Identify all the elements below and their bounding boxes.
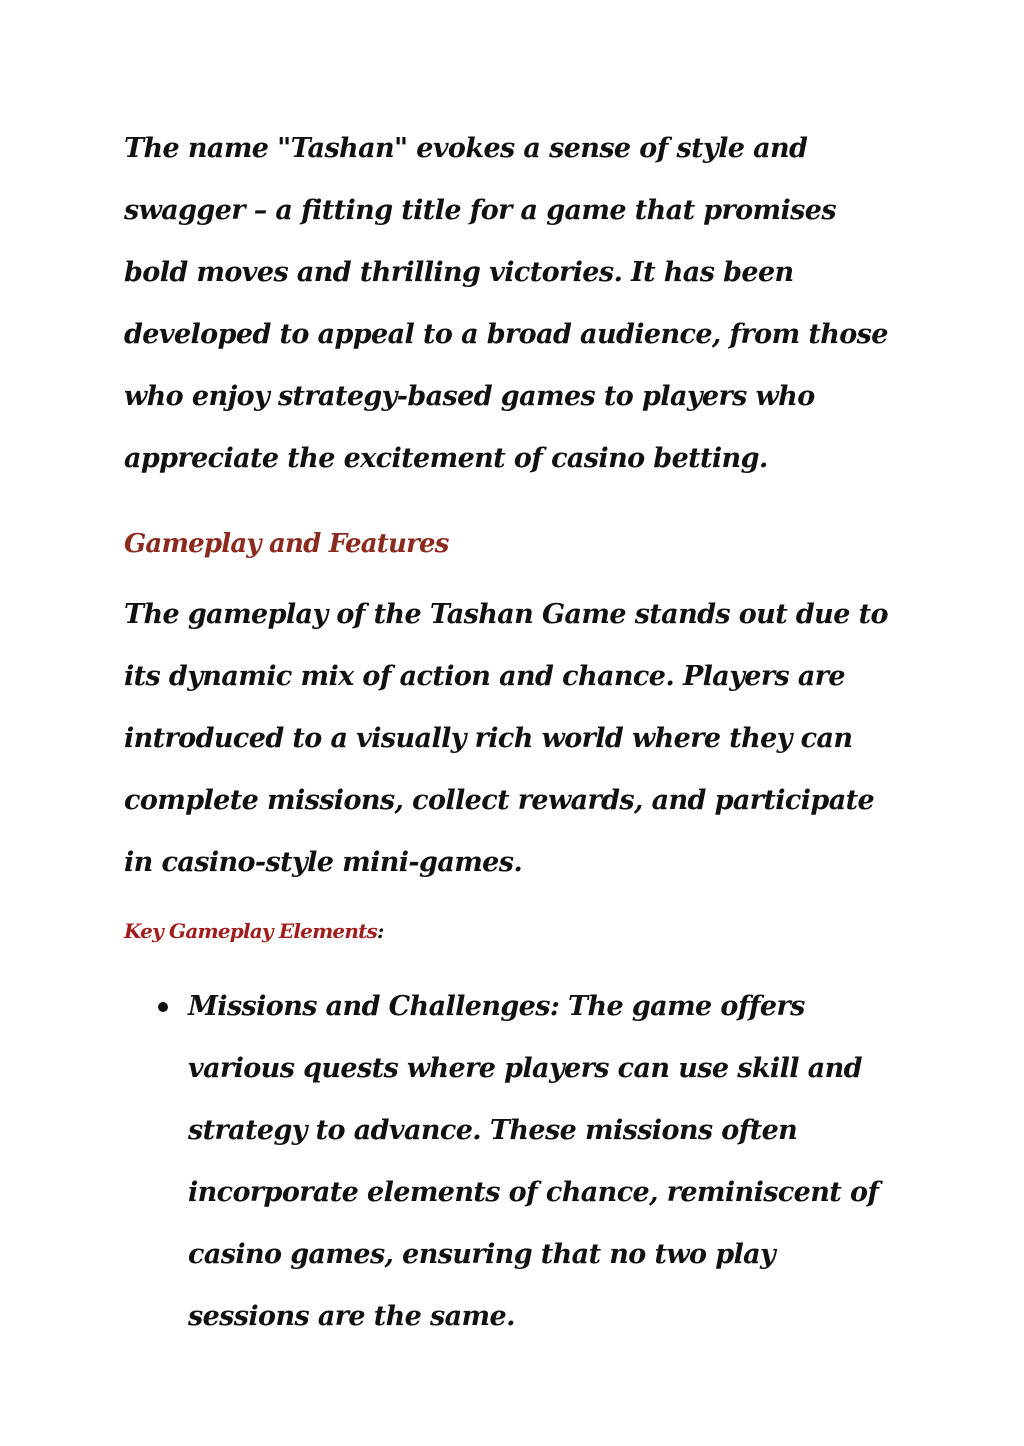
document-content — [124, 118, 904, 1348]
subheading-colon: : — [377, 919, 384, 943]
bullet-dot-icon — [158, 1002, 168, 1012]
bullet-list — [124, 976, 904, 1348]
subheading — [124, 916, 904, 946]
bullet-text: Missions and Challenges: The game offers various quests where players can use skill and strategy to advance. These missions often incorporate elements of chance, reminiscent of casino games, ensuring that no two play sessions are the same. — [188, 991, 879, 1332]
intro-paragraph: The name "Tashan" evokes a sense of style and swagger – a fitting title for a game that promises bold moves and thrilling victories. It has been developed to appeal to a broad audience, from those who enjoy strategy-based games to players who appreciate the excitement of casino betting. — [124, 133, 888, 474]
section-heading: Gameplay and Features — [124, 529, 449, 559]
gameplay-paragraph: The gameplay of the Tashan Game stands out due to its dynamic mix of action and chance. Players are introduced to a visually rich world where they can complete missions, collect rewards, and participate in casino-style mini-games. — [124, 599, 888, 878]
list-item — [188, 976, 904, 1348]
subheading-text: Key Gameplay Elements — [124, 919, 377, 943]
